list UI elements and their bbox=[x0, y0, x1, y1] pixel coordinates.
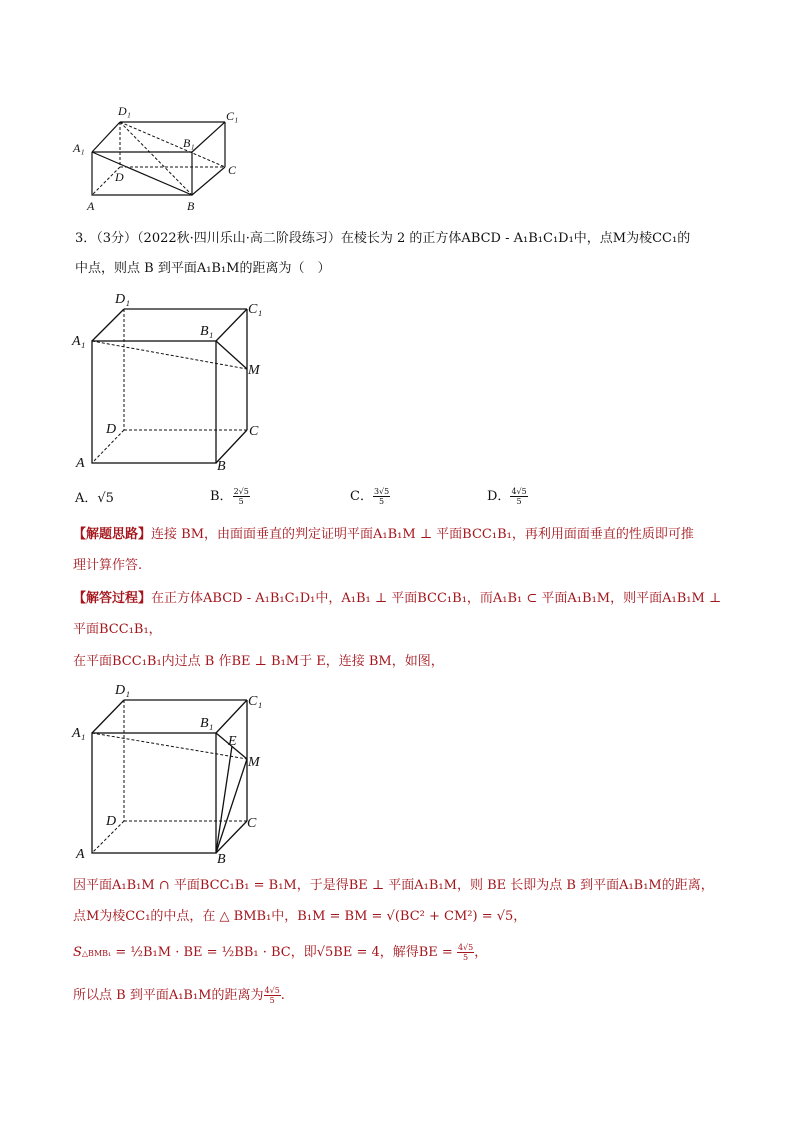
question-line-1: 3．（3分）（2022秋·四川乐山·高二阶段练习）在棱长为 2 的正方体ABCD - A₁B₁C₁D₁中，点M为棱CC₁的 bbox=[75, 231, 691, 246]
label-A: A bbox=[76, 456, 85, 471]
label-B1: B₁ bbox=[183, 136, 195, 150]
label-M: M bbox=[248, 755, 260, 770]
label-M: M bbox=[248, 363, 260, 378]
option-b[interactable] bbox=[210, 487, 250, 507]
figure-box-diagram bbox=[70, 100, 250, 215]
label-B: B bbox=[217, 852, 226, 865]
be-numerator: 4√5 bbox=[457, 943, 474, 952]
idea-text-1: 连接 BM，由面面垂直的判定证明平面A₁B₁M ⊥ 平面BCC₁B₁，再利用面面垂直的性质即可推 bbox=[151, 527, 694, 542]
option-c[interactable] bbox=[350, 487, 390, 507]
option-b-numerator: 2√5 bbox=[233, 487, 249, 496]
area-equals: = bbox=[111, 945, 131, 960]
line3-end: ， bbox=[474, 945, 488, 960]
label-D1: D₁ bbox=[115, 683, 130, 698]
label-A1: A₁ bbox=[72, 726, 86, 741]
answer-denominator: 5 bbox=[269, 996, 275, 1005]
label-A1: A₁ bbox=[73, 141, 85, 155]
option-d-fraction bbox=[510, 487, 527, 506]
idea-line-2: 理计算作答. bbox=[73, 558, 143, 573]
option-a[interactable] bbox=[75, 489, 114, 509]
solution-line-1: 因平面A₁B₁M ∩ 平面BCC₁B₁ = B₁M，于是得BE ⊥ 平面A₁B₁M，则 BE 长即为点 B 到平面A₁B₁M的距离， bbox=[73, 878, 714, 893]
figure-cube-diagram bbox=[70, 287, 280, 477]
label-B1: B₁ bbox=[200, 324, 214, 339]
solution-line-4 bbox=[73, 986, 285, 1006]
area-expression: ½B₁M · BE = ½BB₁ · BC，即√5BE = 4，解得BE = bbox=[130, 945, 457, 960]
question-line-2: 中点，则点 B 到平面A₁B₁M的距离为（ ） bbox=[75, 261, 331, 276]
process-line-2: 平面BCC₁B₁， bbox=[73, 622, 162, 637]
option-a-letter: A． bbox=[75, 491, 98, 506]
label-A: A bbox=[76, 847, 85, 862]
be-fraction bbox=[457, 943, 474, 962]
idea-line-1 bbox=[73, 525, 694, 545]
option-b-letter: B． bbox=[210, 489, 233, 504]
option-c-numerator: 3√5 bbox=[373, 487, 390, 496]
process-text-1: 在正方体ABCD - A₁B₁C₁D₁中，A₁B₁ ⊥ 平面BCC₁B₁，而A₁B₁ ⊂ 平面A₁B₁M，则平面A₁B₁M ⊥ bbox=[151, 591, 722, 606]
label-D1: D₁ bbox=[115, 292, 130, 307]
idea-tag: 【解题思路】 bbox=[73, 527, 152, 542]
conclusion-text: 所以点 B 到平面A₁B₁M的距离为 bbox=[73, 988, 264, 1003]
conclusion-end: . bbox=[280, 988, 285, 1003]
label-D: D bbox=[106, 814, 117, 829]
label-C: C bbox=[249, 424, 259, 439]
answer-numerator: 4√5 bbox=[264, 986, 280, 995]
solution-line-3 bbox=[73, 943, 487, 964]
label-C1: C₁ bbox=[248, 302, 263, 317]
label-D: D bbox=[106, 422, 117, 437]
process-line-1 bbox=[73, 589, 721, 609]
label-B: B bbox=[217, 459, 226, 474]
option-d-denominator: 5 bbox=[516, 497, 522, 506]
label-C: C bbox=[228, 163, 237, 177]
option-b-denominator: 5 bbox=[238, 497, 244, 506]
process-tag: 【解答过程】 bbox=[73, 591, 152, 606]
option-d-numerator: 4√5 bbox=[511, 487, 527, 496]
label-D1: D₁ bbox=[118, 104, 131, 118]
area-subscript: △BMB₁ bbox=[81, 949, 112, 958]
label-B1: B₁ bbox=[200, 716, 214, 731]
option-c-denominator: 5 bbox=[379, 497, 385, 506]
label-A: A bbox=[87, 199, 95, 213]
option-d[interactable] bbox=[487, 487, 528, 507]
option-d-letter: D． bbox=[487, 489, 511, 504]
answer-fraction bbox=[264, 986, 281, 1005]
option-c-fraction bbox=[373, 487, 390, 506]
process-line-3: 在平面BCC₁B₁内过点 B 作BE ⊥ B₁M于 E，连接 BM，如图， bbox=[73, 654, 444, 669]
option-c-letter: C． bbox=[350, 489, 373, 504]
be-denominator: 5 bbox=[463, 953, 469, 962]
label-B: B bbox=[187, 199, 195, 213]
label-C1: C₁ bbox=[248, 694, 263, 709]
area-symbol: S bbox=[73, 945, 82, 960]
option-a-value: √5 bbox=[97, 491, 114, 506]
label-A1: A₁ bbox=[72, 334, 86, 349]
option-b-fraction bbox=[233, 487, 250, 506]
label-E: E bbox=[228, 734, 237, 749]
label-C: C bbox=[247, 816, 257, 831]
figure-cube-with-e-diagram bbox=[70, 675, 280, 865]
solution-line-2: 点M为棱CC₁的中点，在 △ BMB₁中，B₁M = BM = √(BC² + CM²) = √5， bbox=[73, 909, 527, 924]
label-C1: C₁ bbox=[226, 109, 239, 123]
label-D: D bbox=[115, 170, 124, 184]
